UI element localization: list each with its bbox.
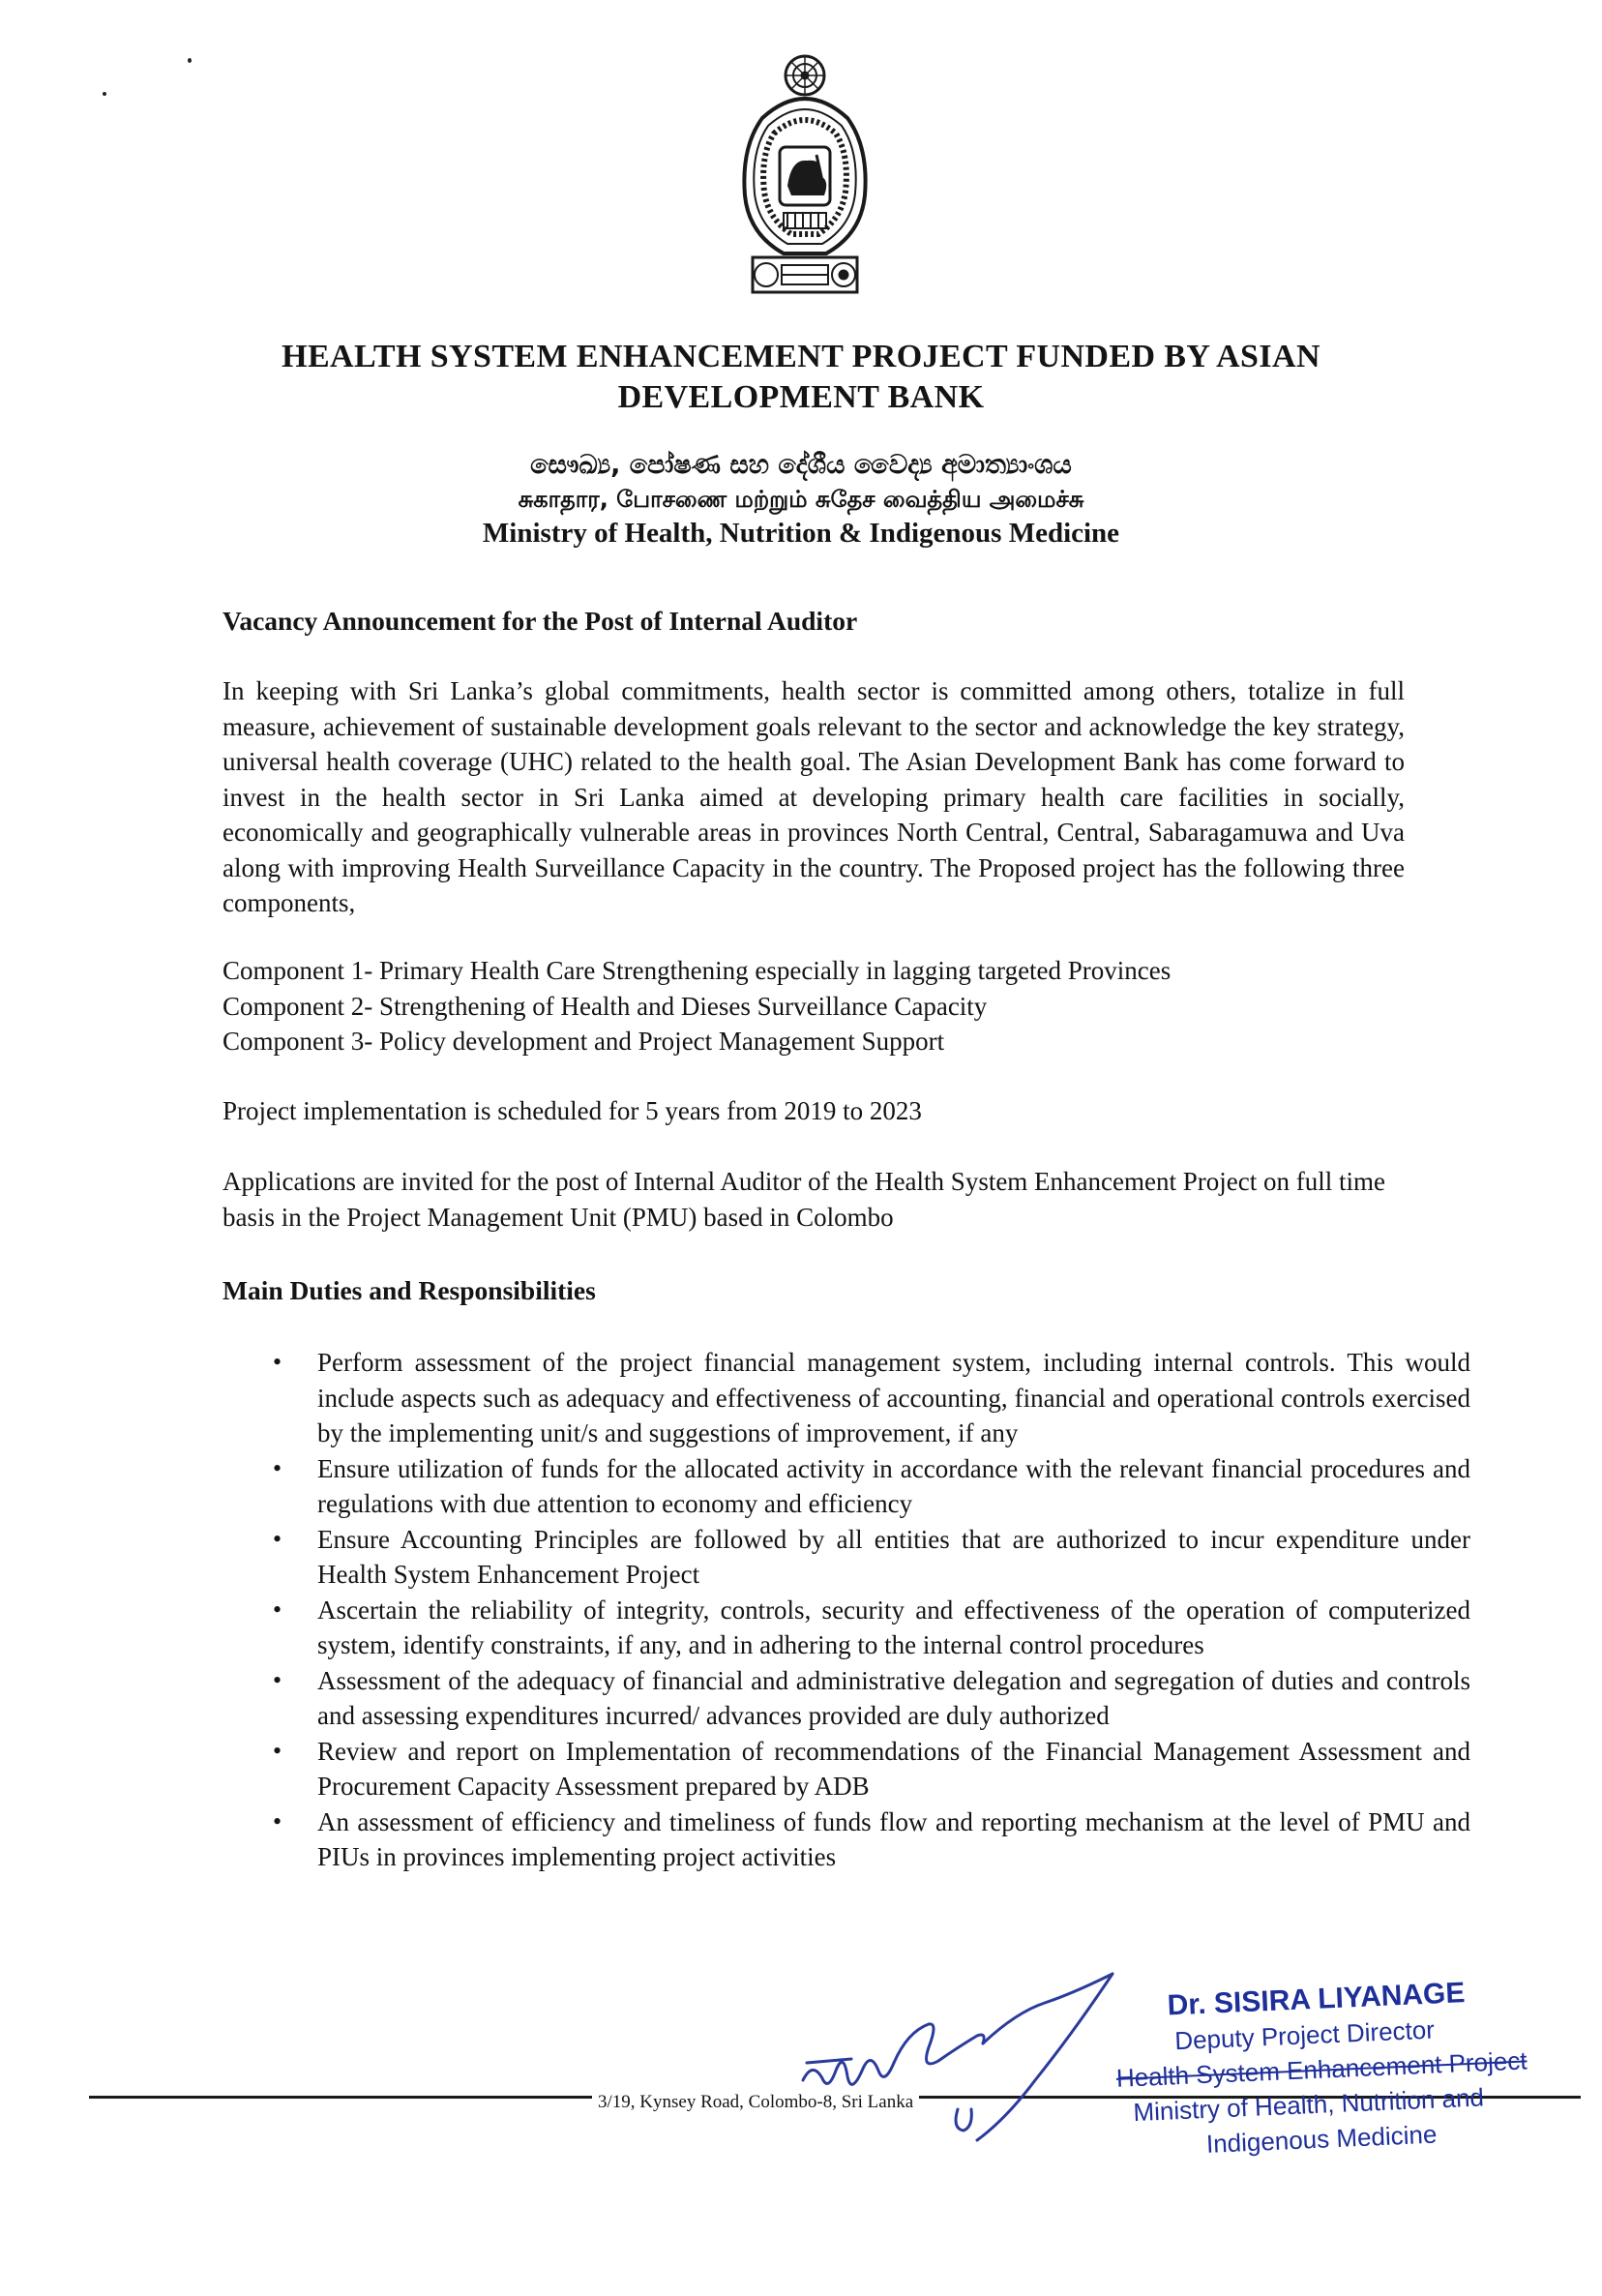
signatory-ministry-line-2: Indigenous Medicine — [1205, 2119, 1438, 2159]
duty-item: • Review and report on Implementation of recommendations of the Financial Management Assessment and Procurement Capacity Assessment prepared by ADB — [317, 1734, 1470, 1804]
applications-paragraph: Applications are invited for the post of Internal Auditor of the Health System Enhancement Project on full time basis in the Project Management Unit (PMU) based in Colombo — [222, 1167, 1385, 1232]
signatory-ministry-line-1: Ministry of Health, Nutrition and — [1132, 2082, 1485, 2128]
title-line-1: HEALTH SYSTEM ENHANCEMENT PROJECT FUNDED BY ASIAN — [282, 339, 1320, 374]
duties-heading: Main Duties and Responsibilities — [222, 1275, 596, 1305]
scan-speck — [188, 58, 192, 63]
duties-list — [253, 1345, 1470, 1875]
component-item: Component 1- Primary Health Care Strengthening especially in lagging targeted Provinces — [222, 956, 1172, 985]
ministry-name-sinhala: සෞඛ්‍ය, පෝෂණ සහ දේශීය වෛද්‍ය අමාත්‍යාංශය — [530, 450, 1072, 480]
component-item: Component 3- Policy development and Project Management Support — [222, 1027, 945, 1056]
duty-item: • Ensure utilization of funds for the allocated activity in accordance with the relevant financial procedures and regulations with due attention to economy and efficiency — [317, 1451, 1470, 1522]
ministry-name-english: Ministry of Health, Nutrition & Indigenous Medicine — [482, 518, 1120, 549]
ministry-name-tamil: சுகாதார, போசணை மற்றும் சுதேச வைத்திய அமைச்சு — [518, 486, 1084, 513]
duty-item: • Assessment of the adequacy of financial and administrative delegation and segregation of duties and controls and assessing expenditures incurred/ advances provided are duly authorized — [317, 1663, 1470, 1734]
duty-item: • Ascertain the reliability of integrity, controls, security and effectiveness of the operation of computerized system, identify constraints, if any, and in adhering to the internal control procedures — [317, 1593, 1470, 1663]
components-list — [222, 953, 1405, 1059]
signatory-name: Dr. SISIRA LIYANAGE — [1166, 1977, 1466, 2022]
official-stamp — [1112, 1973, 1545, 2165]
duty-item: • Ensure Accounting Principles are followed by all entities that are authorized to incur expenditure under Health System Enhancement Project — [317, 1522, 1470, 1593]
scan-speck — [103, 92, 106, 96]
intro-paragraph: In keeping with Sri Lanka’s global commitments, health sector is committed among others, totalize in full measure, achievement of sustainable development goals relevant to the sector and acknowledge the key strategy, universal health coverage (UHC) related to the health goal. The Asian Development Bank has come forward to invest in the health sector in Sri Lanka aimed at developing primary health care facilities in socially, economically and geographically vulnerable areas in provinces North Central, Central, Sabaragamuwa and Uva along with improving Health Surveillance Capacity in the country. The Proposed project has the following three components, — [222, 676, 1405, 917]
title-line-2: DEVELOPMENT BANK — [617, 379, 985, 415]
sri-lanka-emblem-icon — [724, 50, 886, 298]
vacancy-heading: Vacancy Announcement for the Post of Internal Auditor — [222, 606, 858, 636]
signatory-title: Deputy Project Director — [1173, 2014, 1436, 2056]
duty-item: • Perform assessment of the project financial management system, including internal controls. This would include aspects such as adequacy and effectiveness of accounting, financial and operational controls exercised by the implementing unit/s and suggestions of improvement, if any — [317, 1345, 1470, 1451]
implementation-text: Project implementation is scheduled for 5 years from 2019 to 2023 — [222, 1096, 922, 1125]
footer-address: 3/19, Kynsey Road, Colombo-8, Sri Lanka — [592, 2092, 919, 2113]
signatory-project: Health System Enhancement Project — [1115, 2045, 1528, 2093]
component-item: Component 2- Strengthening of Health and Dieses Surveillance Capacity — [222, 991, 988, 1021]
duty-item: • An assessment of efficiency and timeliness of funds flow and reporting mechanism at the level of PMU and PIUs in provinces implementing project activities — [317, 1804, 1470, 1875]
page-title — [145, 337, 1457, 418]
